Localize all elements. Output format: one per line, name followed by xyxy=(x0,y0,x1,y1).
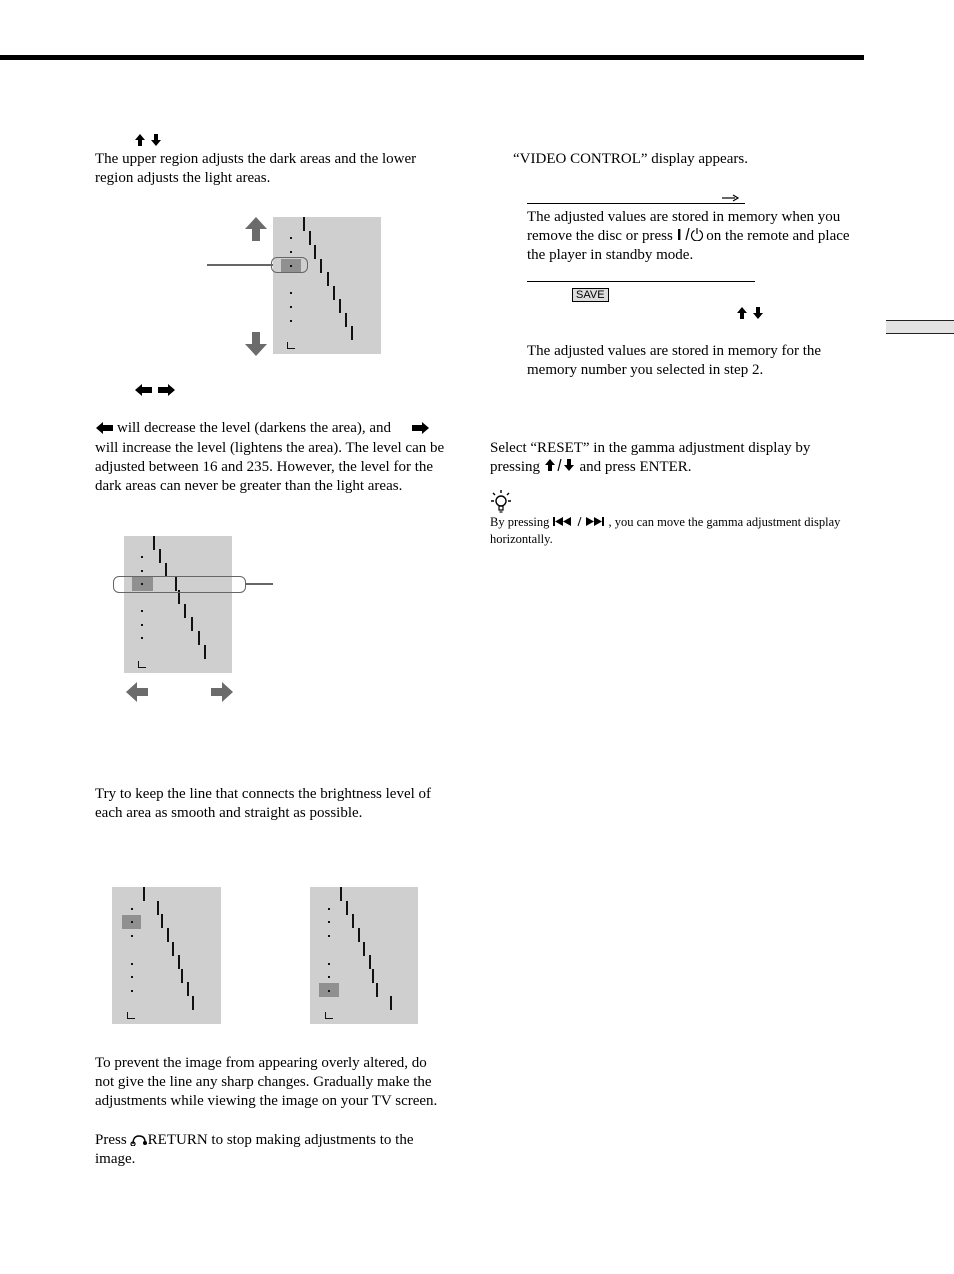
paragraph-return: Press RETURN to stop making adjustments to the image. xyxy=(95,1132,414,1168)
up-down-arrows-icon xyxy=(544,458,576,472)
right-arrow-icon xyxy=(721,193,739,203)
paragraph-memory-1: The adjusted values are stored in memory when you remove the disc or press on the remote and place the player in standby mode. xyxy=(527,209,850,264)
paragraph-video-control: “VIDEO CONTROL” display appears. xyxy=(513,151,748,167)
tip-text: By pressing , you can move the gamma adjustment display horizontally. xyxy=(490,515,841,546)
right-arrow-icon xyxy=(411,422,430,434)
down-arrow-icon xyxy=(244,331,268,357)
callout-line xyxy=(207,264,273,266)
gamma-panel-4 xyxy=(310,887,418,1024)
paragraph-smooth: Try to keep the line that connects the brightness level of each area as smooth and straight as possible. xyxy=(95,786,432,822)
lightbulb-icon xyxy=(490,489,512,515)
paragraph-decrease: will decrease the level (darkens the area), and xyxy=(117,420,392,436)
selection-oval xyxy=(271,257,308,273)
paragraph-prevent: To prevent the image from appearing overly altered, do not give the line any sharp changes. Gradually make the adjustments while viewing the image on your TV screen. xyxy=(95,1055,438,1110)
left-arrow-icon xyxy=(95,422,114,434)
return-icon xyxy=(130,1134,148,1146)
paragraph-dark-light: The upper region adjusts the dark areas and the lower region adjusts the light areas. xyxy=(95,151,417,187)
paragraph-reset: Select “RESET” in the gamma adjustment display by pressing and press ENTER. xyxy=(490,440,811,476)
up-down-arrows-icon xyxy=(736,306,766,320)
up-arrow-icon xyxy=(244,216,268,242)
left-arrow-icon xyxy=(125,681,149,703)
gamma-panel-1 xyxy=(273,217,381,354)
save-button[interactable]: SAVE xyxy=(572,288,609,302)
paragraph-memory-2: The adjusted values are stored in memory for the memory number you selected in step 2. xyxy=(527,343,822,379)
gamma-panel-2 xyxy=(124,536,232,673)
up-down-arrows-icon xyxy=(134,133,164,147)
right-arrow-icon xyxy=(210,681,234,703)
note-rule xyxy=(527,203,745,204)
power-icon xyxy=(677,227,703,241)
paragraph-increase: will increase the level (lightens the area). The level can be adjusted between 16 and 235. However, the level for the dark areas can never be greater than the light areas. xyxy=(95,440,445,495)
selection-oval xyxy=(113,576,246,593)
prev-next-icon xyxy=(553,516,609,527)
top-rule xyxy=(0,55,864,60)
side-tab xyxy=(886,320,954,334)
callout-line xyxy=(245,583,273,585)
gamma-panel-3 xyxy=(112,887,221,1024)
left-right-arrows-icon xyxy=(134,383,176,397)
note-rule xyxy=(527,281,755,282)
